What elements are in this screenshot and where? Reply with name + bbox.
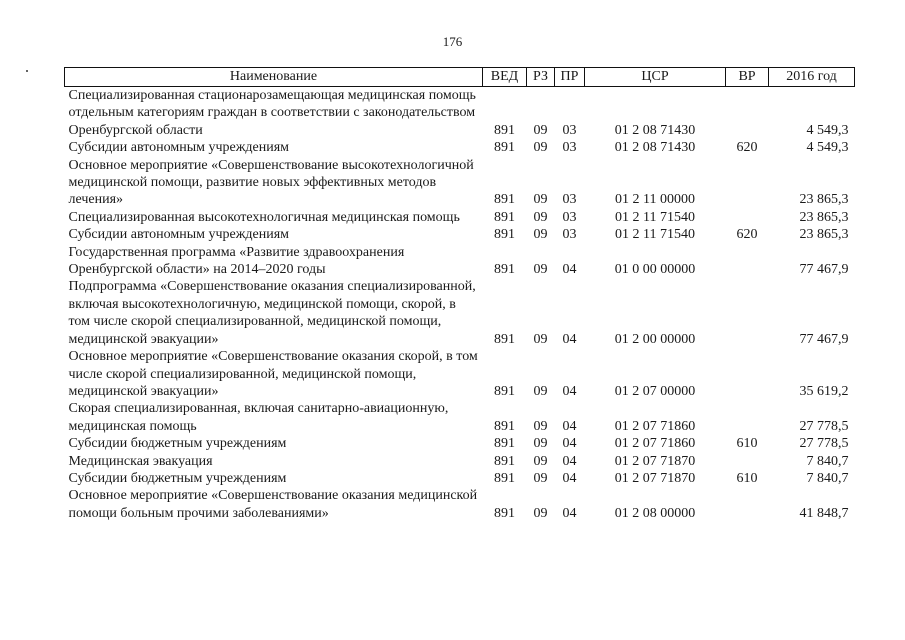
cell-pr: 04 [562,383,577,399]
table-row [65,487,855,522]
cell-rz: 09 [533,209,548,225]
cell-vr: 620 [736,227,758,243]
cell-csr: 01 2 08 00000 [614,505,696,521]
cell-rz: 09 [533,140,548,156]
header-vr: ВР [726,68,769,87]
cell-vr [726,278,769,348]
cell-amount: 7 840,7 [806,470,849,486]
table-row [65,209,855,226]
cell-vr [726,400,769,435]
table-row [65,244,855,279]
cell-pr: 03 [562,192,577,208]
cell-rz: 09 [533,418,548,434]
cell-csr: 01 0 00 00000 [614,262,696,278]
cell-amount: 4 549,3 [806,122,849,138]
scan-speck [26,70,28,72]
cell-csr: 01 2 07 71860 [614,436,696,452]
cell-vr [726,87,769,140]
cell-rz: 09 [533,262,548,278]
cell-amount: 35 619,2 [799,383,849,399]
cell-vr: 610 [736,470,758,486]
table-row [65,400,855,435]
cell-csr: 01 2 07 71870 [614,453,696,469]
cell-ved: 891 [494,453,515,469]
cell-pr: 04 [562,505,577,521]
cell-pr: 04 [562,418,577,434]
cell-csr: 01 2 07 00000 [614,383,696,399]
cell-rz: 09 [533,383,548,399]
cell-name: Медицинская эвакуация [68,453,213,469]
budget-table [64,67,855,522]
table-row [65,470,855,487]
cell-name: Скорая специализированная, включая санитарно-авиационную, медицинская помощь [68,401,449,434]
cell-pr: 03 [562,140,577,156]
cell-pr: 03 [562,122,577,138]
cell-vr [726,348,769,400]
cell-ved: 891 [494,383,515,399]
table-row [65,226,855,243]
cell-name: Субсидии автономным учреждениям [68,140,290,156]
cell-vr [726,453,769,470]
header-csr: ЦСР [585,68,726,87]
cell-name: Специализированная стационарозамещающая медицинская помощь отдельным категориям граждан в соответствии с законодательством Оренбургской области [68,88,476,138]
cell-ved: 891 [494,122,515,138]
cell-ved: 891 [494,418,515,434]
cell-amount: 77 467,9 [799,262,849,278]
header-rz: РЗ [527,68,555,87]
cell-ved: 891 [494,331,515,347]
header-pr: ПР [555,68,585,87]
table-header-row [65,68,855,87]
cell-vr [726,487,769,522]
cell-csr: 01 2 11 71540 [615,209,695,225]
cell-ved: 891 [494,505,515,521]
cell-ved: 891 [494,209,515,225]
cell-rz: 09 [533,331,548,347]
cell-csr: 01 2 07 71860 [614,418,696,434]
cell-name: Основное мероприятие «Совершенствование оказания медицинской помощи больным прочими заболеваниями» [68,488,478,521]
cell-vr [726,209,769,226]
cell-csr: 01 2 11 71540 [615,227,695,243]
cell-csr: 01 2 11 00000 [615,192,695,208]
cell-amount: 27 778,5 [799,436,849,452]
page-number: 176 [442,34,463,49]
cell-ved: 891 [494,262,515,278]
cell-pr: 04 [562,470,577,486]
cell-ved: 891 [494,470,515,486]
cell-pr: 03 [562,227,577,243]
cell-amount: 23 865,3 [799,192,849,208]
cell-vr [726,244,769,279]
cell-rz: 09 [533,453,548,469]
cell-vr: 620 [736,140,758,156]
cell-rz: 09 [533,505,548,521]
table-row [65,348,855,400]
cell-csr: 01 2 08 71430 [614,122,696,138]
cell-name: Подпрограмма «Совершенствование оказания специализированной, включая высокотехнологичную, медицинской помощи, скорой, в том числе скорой специализированной, медицинской помощи, медицинской эвакуации» [68,279,476,347]
cell-ved: 891 [494,227,515,243]
cell-ved: 891 [494,192,515,208]
cell-rz: 09 [533,227,548,243]
table-row [65,139,855,156]
cell-name: Субсидии бюджетным учреждениям [68,470,287,486]
cell-pr: 04 [562,436,577,452]
cell-amount: 23 865,3 [799,227,849,243]
cell-ved: 891 [494,140,515,156]
cell-amount: 27 778,5 [799,418,849,434]
table-row [65,453,855,470]
cell-vr [726,157,769,209]
cell-vr: 610 [736,436,758,452]
cell-csr: 01 2 07 71870 [614,470,696,486]
cell-pr: 04 [562,453,577,469]
cell-amount: 23 865,3 [799,209,849,225]
cell-csr: 01 2 00 00000 [614,331,696,347]
header-year: 2016 год [769,68,855,87]
cell-amount: 7 840,7 [806,453,849,469]
cell-rz: 09 [533,436,548,452]
cell-name: Основное мероприятие «Совершенствование высокотехнологичной медицинской помощи, развитие новых эффективных методов лечения» [68,157,474,208]
cell-amount: 77 467,9 [799,331,849,347]
cell-name: Субсидии автономным учреждениям [68,227,290,243]
cell-name: Субсидии бюджетным учреждениям [68,436,287,452]
cell-rz: 09 [533,122,548,138]
cell-amount: 41 848,7 [799,505,849,521]
cell-pr: 04 [562,331,577,347]
cell-pr: 04 [562,262,577,278]
table-row [65,157,855,209]
table-row [65,87,855,140]
cell-ved: 891 [494,436,515,452]
table-row [65,278,855,348]
cell-name: Государственная программа «Развитие здравоохранения Оренбургской области» на 2014–2020 годы [68,244,405,278]
header-ved: ВЕД [483,68,527,87]
cell-name: Специализированная высокотехнологичная медицинская помощь [68,209,460,225]
cell-rz: 09 [533,470,548,486]
cell-rz: 09 [533,192,548,208]
table-body [65,87,855,523]
cell-pr: 03 [562,209,577,225]
header-name: Наименование [65,68,483,87]
table-row [65,435,855,452]
cell-csr: 01 2 08 71430 [614,140,696,156]
cell-amount: 4 549,3 [806,140,849,156]
cell-name: Основное мероприятие «Совершенствование оказания скорой, в том числе скорой специализированной, медицинской помощи, медицинской эвакуации» [68,349,478,399]
